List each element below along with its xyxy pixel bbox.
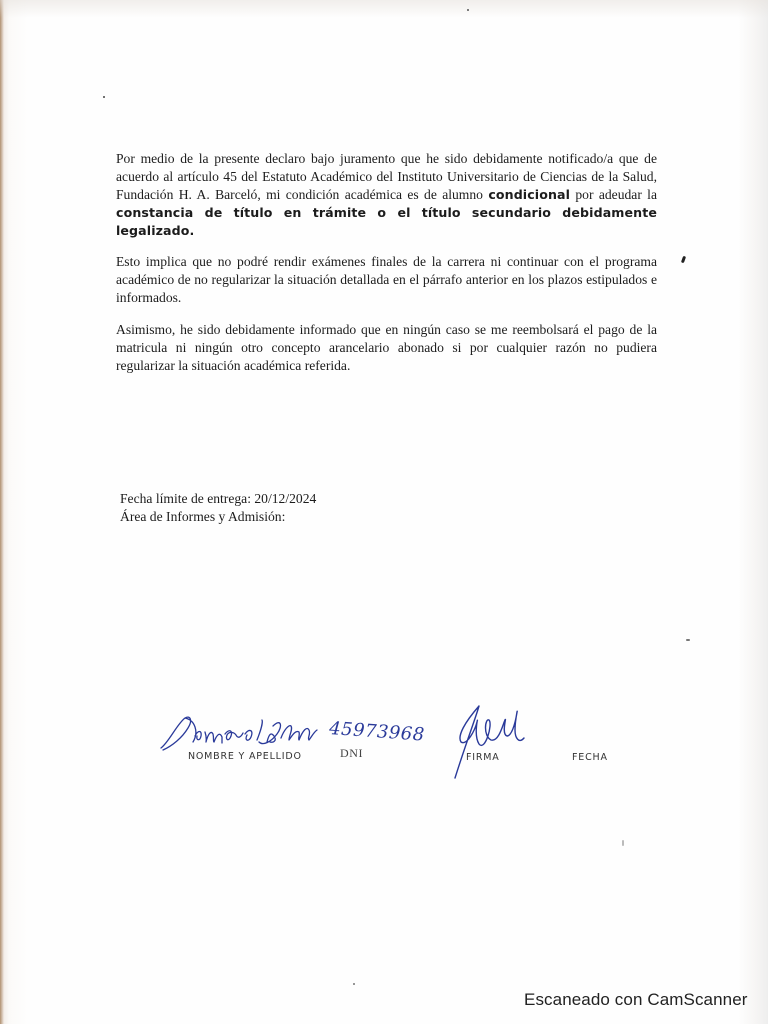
name-label: NOMBRE Y APELLIDO [188, 751, 302, 762]
declaration-paragraph [116, 150, 657, 240]
handwritten-signature [445, 700, 527, 780]
handwritten-dni: 45973968 [328, 718, 426, 746]
date-label: FECHA [572, 752, 608, 763]
signature-label: FIRMA [466, 752, 500, 763]
deadline-line: Fecha límite de entrega: 20/12/2024 [120, 491, 317, 506]
scan-speck [103, 96, 105, 98]
implication-paragraph: Esto implica que no podré rendir exámenes finales de la carrera ni continuar con el programa académico de no regularizar la situación detallada en el párrafo anterior en los plazos estipulados e informados. [116, 254, 657, 305]
scan-speck [622, 840, 624, 846]
declaration-text-cont: por adeudar la [570, 187, 657, 202]
scan-shadow [0, 0, 768, 18]
condition-status: condicional [488, 187, 571, 202]
declaration-text: Por medio de la presente declaro bajo juramento que he sido debidamente notificado/a que de acuerdo al artículo 45 del Estatuto Académico del Instituto Universitario de Ciencias de la Salud, Fundación H. A. Barceló, mi condición académica es de alumno [116, 151, 657, 202]
handwritten-name-signature [155, 712, 320, 754]
camscanner-watermark: Escaneado con CamScanner [524, 990, 748, 1009]
scan-speck [686, 639, 690, 641]
scan-speck [467, 9, 469, 11]
refund-paragraph: Asimismo, he sido debidamente informado que en ningún caso se me reembolsará el pago de la matricula ni ningún otro concepto arancelario abonado si por cualquier razón no pudiera regularizar la situación académica referida. [116, 322, 657, 373]
pending-document: constancia de título en trámite o el título secundario debidamente legalizado. [116, 205, 657, 238]
dni-label: DNI [340, 746, 364, 760]
scan-speck [353, 983, 355, 985]
office-line: Área de Informes y Admisión: [120, 509, 286, 524]
